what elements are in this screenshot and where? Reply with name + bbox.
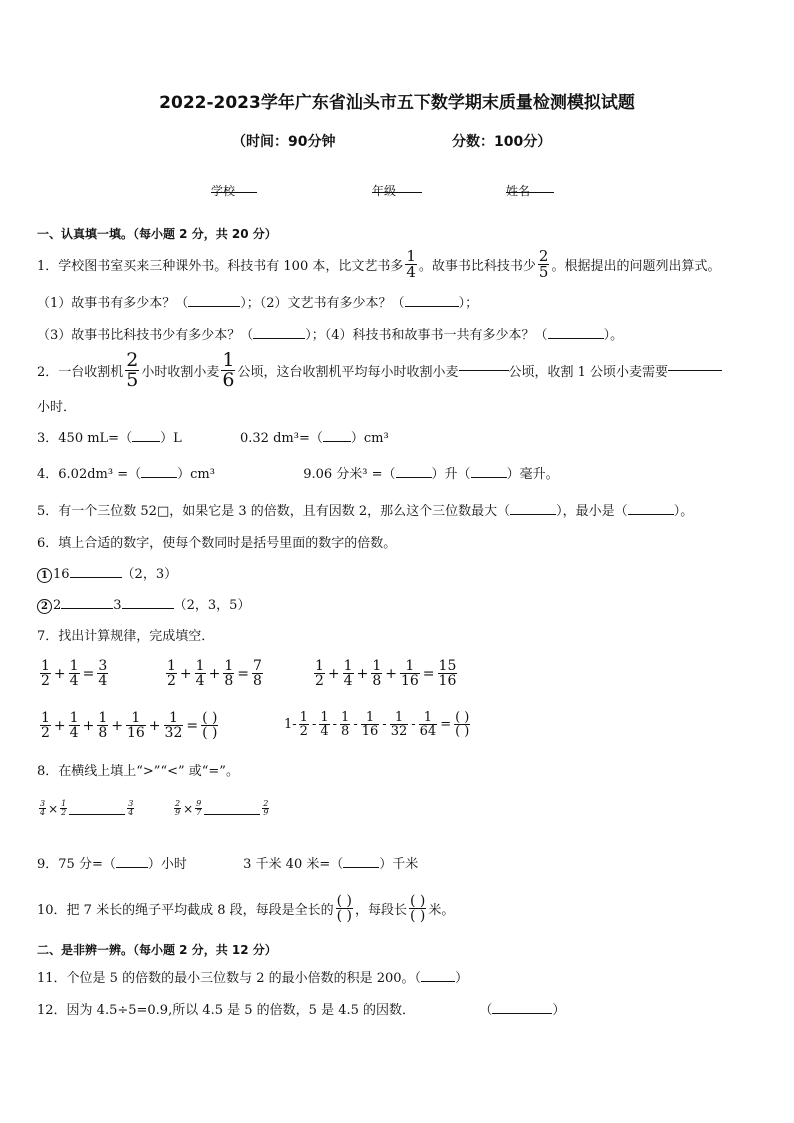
fraction: $\frac{1}{4}$ (406, 246, 416, 281)
question-5: 5．有一个三位数 52□，如果它是 3 的倍数，且有因数 2，那么这个三位数最大（ ），最小是（ ）。 (37, 504, 694, 519)
question-8: 8．在横线上填上“>”“<” 或“=”。 (37, 764, 239, 779)
question-6-item-1: 1 16 （2，3） (37, 563, 177, 583)
question-3: 3．450 mL=（ ）L 0.32 dm³=（ ）cm³ (37, 431, 389, 446)
exam-time: （时间：90分钟 (232, 134, 336, 150)
equation-1: $\frac{1}{2}$ + $\frac{1}{4}$ = $\frac{3}{4}$ (41, 658, 108, 689)
section-2-heading: 二、是非辨一辨。（每小题 2 分，共 12 分） (37, 943, 277, 957)
name-field[interactable]: 姓名 (506, 182, 554, 196)
answer-blank[interactable] (132, 441, 160, 442)
answer-blank[interactable] (122, 608, 174, 609)
answer-fraction[interactable]: $\frac{( )}{( )}$ (202, 710, 218, 741)
answer-blank[interactable] (668, 370, 722, 371)
answer-blank[interactable] (459, 370, 509, 371)
equation-5: 1- $\frac{1}{2}$ - $\frac{1}{4}$ - $\frac{1}{8}$ - $\frac{1}{16}$ - $\frac{1}{32}$ - $\frac{1}{64}$ = $\frac{( )}{( )}$ (284, 710, 470, 739)
question-1: 1．学校图书室买来三种课外书。科技书有 100 本，比文艺书多 $\frac{1}{4}$ 。故事书比科技书少 $\frac{2}{5}$ 。根据提出的问题列出算式。 (37, 246, 721, 281)
page-title: 2022-2023学年广东省汕头市五下数学期末质量检测模拟试题 (159, 93, 635, 113)
question-1-parts-3-4: （3）故事书比科技书少有多少本？（ ）；（4）科技书和故事书一共有多少本？（ ）。 (37, 328, 624, 343)
fraction: $\frac{2}{5}$ (126, 348, 139, 391)
answer-blank[interactable] (61, 608, 113, 609)
answer-blank[interactable] (343, 867, 379, 868)
question-7: 7．找出计算规律，完成填空． (37, 629, 215, 644)
question-10: 10．把 7 米长的绳子平均截成 8 段，每段是全长的 $\frac{( )}{( )}$ ，每段长 $\frac{( )}{( )}$ 米。 (37, 892, 455, 924)
answer-blank[interactable] (204, 802, 260, 815)
answer-blank[interactable] (188, 306, 240, 307)
comparison-2: $\frac{2}{9}$ × $\frac{9}{7}$ $\frac{2}{9}$ (175, 799, 269, 817)
question-12: 12．因为 4.5÷5=0.9,所以 4.5 是 5 的倍数，5 是 4.5 的因数． （ ） (37, 1003, 566, 1018)
question-2-end: 小时． (37, 400, 77, 415)
answer-blank[interactable] (548, 338, 604, 339)
answer-blank[interactable] (141, 477, 177, 478)
circled-number: 1 (37, 568, 52, 583)
answer-blank[interactable] (116, 867, 148, 868)
exam-meta (0, 131, 794, 151)
answer-blank[interactable] (510, 514, 556, 515)
fraction: $\frac{1}{6}$ (222, 348, 235, 391)
exam-score: 分数：100分） (452, 134, 552, 150)
answer-fraction[interactable]: $\frac{( )}{( )}$ (455, 710, 470, 739)
answer-blank[interactable] (69, 802, 125, 815)
answer-blank[interactable] (253, 338, 305, 339)
answer-blank[interactable] (628, 514, 674, 515)
answer-blank[interactable] (421, 981, 455, 982)
school-field[interactable]: 学校 (211, 182, 257, 196)
equation-4: $\frac{1}{2}$ + $\frac{1}{4}$ + $\frac{1}{8}$ + $\frac{1}{16}$ + $\frac{1}{32}$ = $\frac{( )}{( )}$ (41, 710, 218, 741)
grade-field[interactable]: 年级 (372, 182, 422, 196)
equation-2: $\frac{1}{2}$ + $\frac{1}{4}$ + $\frac{1}{8}$ = $\frac{7}{8}$ (167, 658, 262, 689)
answer-blank[interactable] (405, 306, 459, 307)
fraction: $\frac{2}{5}$ (538, 246, 549, 281)
question-6-item-2: 2 2 3 （2，3，5） (37, 594, 250, 614)
question-4: 4．6.02dm³ =（ ）cm³ 9.06 分米³ =（ ）升（ ）毫升。 (37, 467, 559, 482)
answer-blank[interactable] (492, 1013, 552, 1014)
answer-blank[interactable] (323, 441, 351, 442)
question-2: 2．一台收割机 $\frac{2}{5}$ 小时收割小麦 $\frac{1}{6}$ 公顷，这台收割机平均每小时收割小麦 公顷，收割 1 公顷小麦需要 (37, 352, 722, 388)
question-1-parts-1-2: （1）故事书有多少本？（ ）；（2）文艺书有多少本？（ ）； (37, 296, 479, 311)
question-9: 9．75 分=（ ）小时 3 千米 40 米=（ ）千米 (37, 857, 419, 872)
answer-fraction[interactable]: $\frac{( )}{( )}$ (336, 892, 352, 924)
answer-blank[interactable] (471, 477, 507, 478)
answer-blank[interactable] (70, 577, 122, 578)
question-11: 11．个位是 5 的倍数的最小三位数与 2 的最小倍数的积是 200。（ ） (37, 971, 469, 986)
answer-blank[interactable] (396, 477, 432, 478)
equation-3: $\frac{1}{2}$ + $\frac{1}{4}$ + $\frac{1}{8}$ + $\frac{1}{16}$ = $\frac{15}{16}$ (315, 658, 457, 689)
circled-number: 2 (37, 599, 52, 614)
answer-fraction[interactable]: $\frac{( )}{( )}$ (410, 892, 426, 924)
section-1-heading: 一、认真填一填。（每小题 2 分，共 20 分） (37, 227, 277, 241)
question-6: 6．填上合适的数字，使每个数同时是括号里面的数字的倍数。 (37, 536, 397, 551)
comparison-1: $\frac{3}{4}$ × $\frac{1}{2}$ $\frac{3}{4}$ (40, 799, 134, 817)
